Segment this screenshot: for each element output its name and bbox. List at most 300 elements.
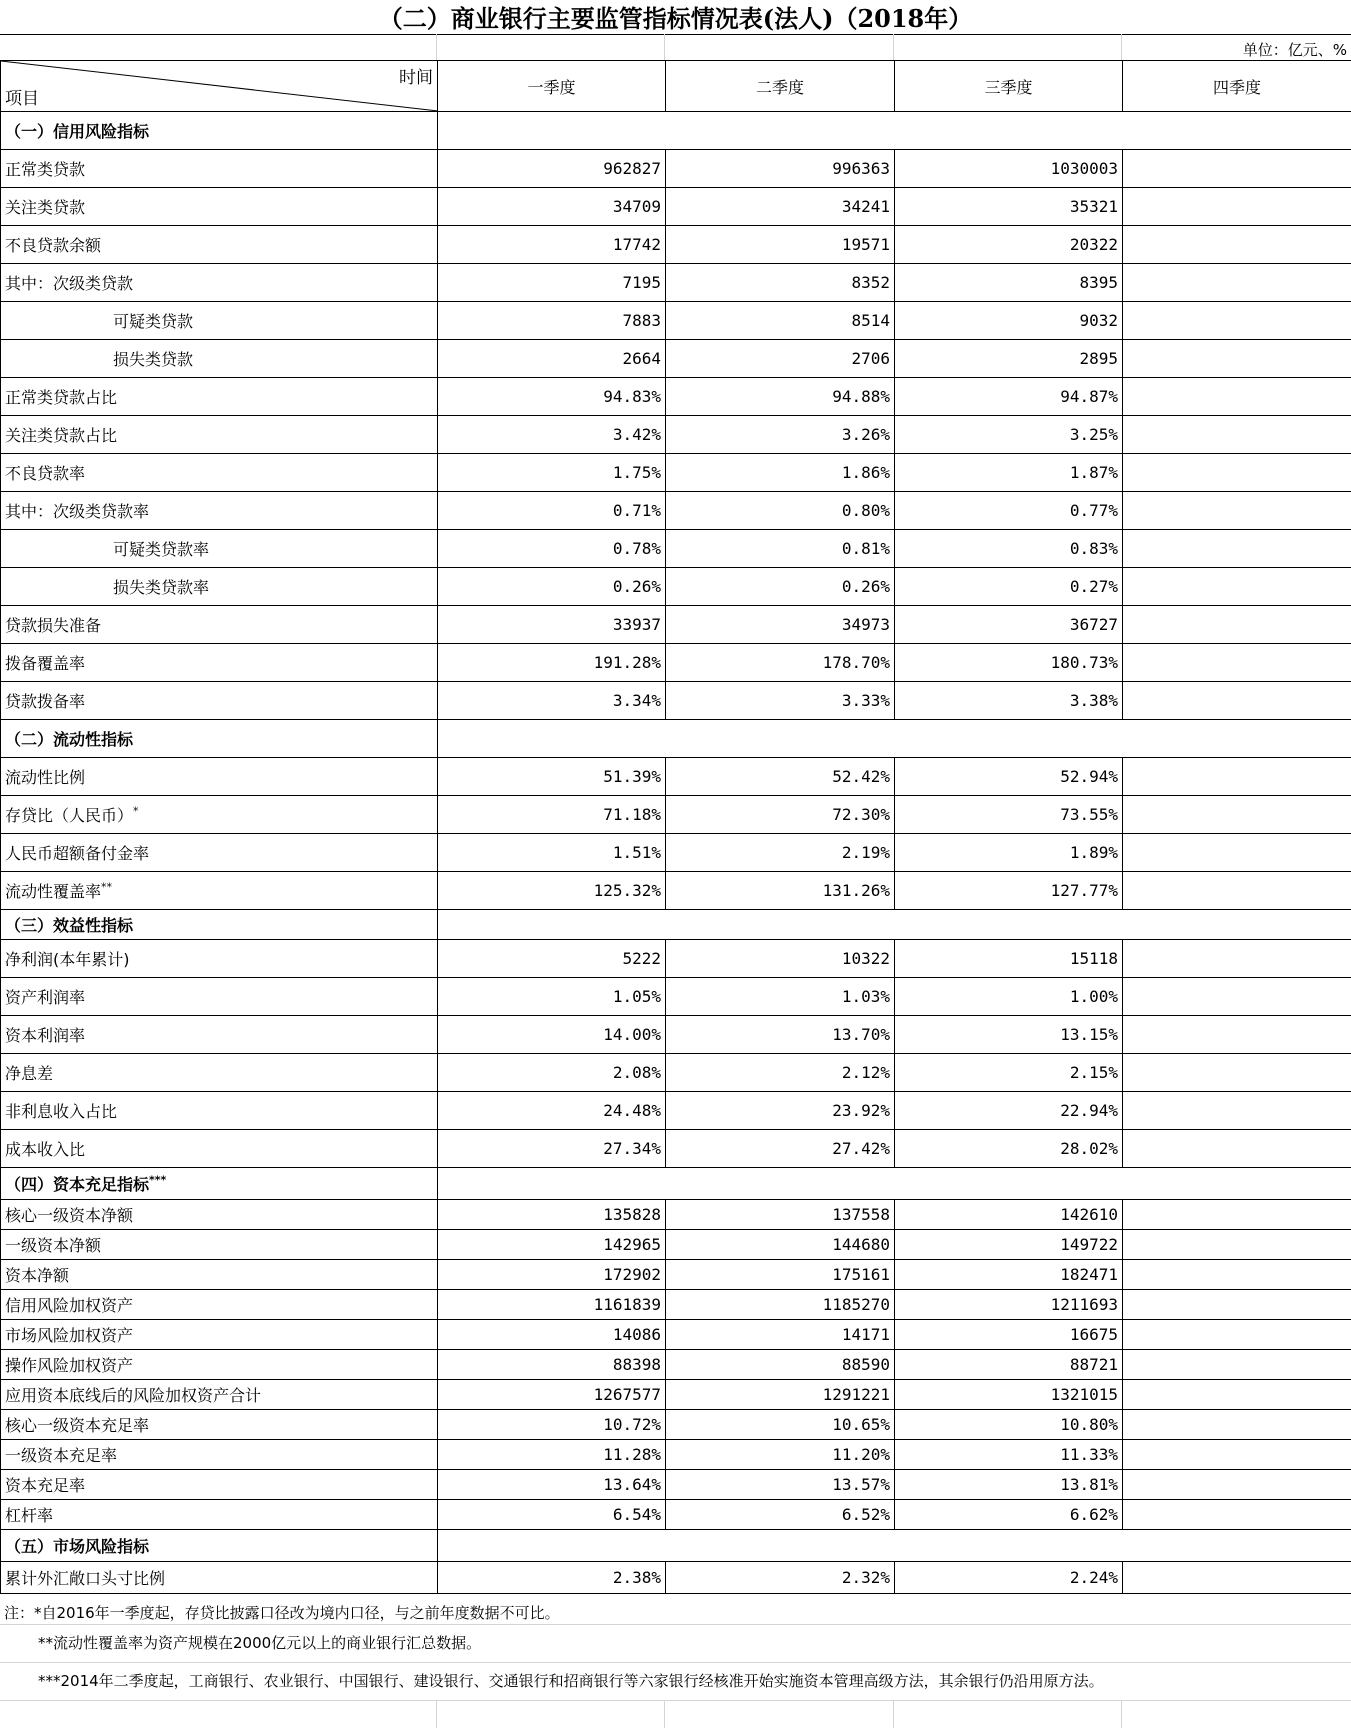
value-cell-q4 bbox=[1123, 1350, 1351, 1380]
row-label bbox=[1, 796, 438, 834]
table-row bbox=[1, 1380, 1351, 1410]
value-cell-q2: 1.86% bbox=[666, 454, 895, 492]
value-cell-q3: 73.55% bbox=[895, 796, 1123, 834]
value-cell-q3: 16675 bbox=[895, 1320, 1123, 1350]
value-cell-q4 bbox=[1123, 378, 1351, 416]
value-cell-q1: 2.38% bbox=[438, 1562, 666, 1594]
row-label bbox=[1, 1320, 438, 1350]
row-label bbox=[1, 940, 438, 978]
row-label bbox=[1, 834, 438, 872]
row-label-text: 正常类贷款 bbox=[5, 160, 86, 179]
section-blank-cell bbox=[438, 1530, 1351, 1562]
value-cell-q3: 22.94% bbox=[895, 1092, 1123, 1130]
footnote-mark: ** bbox=[101, 880, 113, 894]
row-label-text: 市场风险加权资产 bbox=[5, 1326, 134, 1345]
value-cell-q1: 71.18% bbox=[438, 796, 666, 834]
row-label bbox=[1, 1380, 438, 1410]
value-cell-q1: 24.48% bbox=[438, 1092, 666, 1130]
diagonal-line bbox=[1, 61, 438, 111]
row-label-text: 应用资本底线后的风险加权资产合计 bbox=[5, 1386, 262, 1405]
table-row bbox=[1, 416, 1351, 454]
value-cell-q4 bbox=[1123, 940, 1351, 978]
value-cell-q3: 8395 bbox=[895, 264, 1123, 302]
row-label bbox=[1, 454, 438, 492]
value-cell-q1: 0.26% bbox=[438, 568, 666, 606]
value-cell-q1: 2.08% bbox=[438, 1054, 666, 1092]
value-cell-q2: 1185270 bbox=[666, 1290, 895, 1320]
grid-line bbox=[664, 1700, 665, 1728]
value-cell-q4 bbox=[1123, 1410, 1351, 1440]
column-header-q1: 一季度 bbox=[438, 61, 666, 112]
value-cell-q4 bbox=[1123, 492, 1351, 530]
value-cell-q3: 1211693 bbox=[895, 1290, 1123, 1320]
value-cell-q2: 10.65% bbox=[666, 1410, 895, 1440]
column-header-q3: 三季度 bbox=[895, 61, 1123, 112]
value-cell-q4 bbox=[1123, 1260, 1351, 1290]
value-cell-q3: 15118 bbox=[895, 940, 1123, 978]
row-label bbox=[1, 568, 438, 606]
value-cell-q3: 1.89% bbox=[895, 834, 1123, 872]
value-cell-q3: 1.00% bbox=[895, 978, 1123, 1016]
row-label bbox=[1, 1092, 438, 1130]
row-label bbox=[1, 302, 438, 340]
footnote-mark: *** bbox=[149, 1173, 167, 1187]
row-label-text: 不良贷款率 bbox=[5, 464, 86, 483]
row-label-text: 非利息收入占比 bbox=[5, 1102, 118, 1121]
table-row bbox=[1, 1092, 1351, 1130]
section-row bbox=[1, 112, 1351, 150]
row-label bbox=[1, 1350, 438, 1380]
value-cell-q3: 0.77% bbox=[895, 492, 1123, 530]
row-label-text: 成本收入比 bbox=[5, 1140, 86, 1159]
value-cell-q1: 1.51% bbox=[438, 834, 666, 872]
row-label-text: 流动性比例 bbox=[5, 768, 86, 787]
row-label-text: 正常类贷款占比 bbox=[5, 388, 118, 407]
row-label-text: 累计外汇敞口头寸比例 bbox=[5, 1569, 166, 1588]
value-cell-q2: 6.52% bbox=[666, 1500, 895, 1530]
value-cell-q2: 23.92% bbox=[666, 1092, 895, 1130]
row-label bbox=[1, 378, 438, 416]
value-cell-q4 bbox=[1123, 644, 1351, 682]
value-cell-q4 bbox=[1123, 530, 1351, 568]
table-row bbox=[1, 1200, 1351, 1230]
table-row bbox=[1, 872, 1351, 910]
table-row bbox=[1, 302, 1351, 340]
row-label bbox=[1, 758, 438, 796]
grid-line bbox=[1121, 34, 1122, 60]
row-label-text: 损失类贷款 bbox=[113, 350, 194, 369]
value-cell-q1: 0.71% bbox=[438, 492, 666, 530]
value-cell-q3: 127.77% bbox=[895, 872, 1123, 910]
value-cell-q3: 3.25% bbox=[895, 416, 1123, 454]
value-cell-q1: 11.28% bbox=[438, 1440, 666, 1470]
note-row bbox=[0, 1624, 1351, 1663]
table-row bbox=[1, 606, 1351, 644]
value-cell-q2: 88590 bbox=[666, 1350, 895, 1380]
header-item-label: 项目 bbox=[5, 89, 39, 109]
row-label-text: 净息差 bbox=[5, 1064, 54, 1083]
row-label bbox=[1, 530, 438, 568]
row-label bbox=[1, 188, 438, 226]
value-cell-q1: 34709 bbox=[438, 188, 666, 226]
header-time-label: 时间 bbox=[399, 68, 433, 88]
section-title bbox=[1, 1168, 438, 1200]
row-label-text: 杠杆率 bbox=[5, 1506, 54, 1525]
value-cell-q1: 17742 bbox=[438, 226, 666, 264]
grid-line bbox=[893, 1700, 894, 1728]
value-cell-q2: 178.70% bbox=[666, 644, 895, 682]
value-cell-q1: 191.28% bbox=[438, 644, 666, 682]
value-cell-q1: 0.78% bbox=[438, 530, 666, 568]
header-row bbox=[1, 61, 1351, 112]
value-cell-q1: 962827 bbox=[438, 150, 666, 188]
value-cell-q1: 1267577 bbox=[438, 1380, 666, 1410]
row-label bbox=[1, 1470, 438, 1500]
value-cell-q2: 137558 bbox=[666, 1200, 895, 1230]
value-cell-q1: 5222 bbox=[438, 940, 666, 978]
grid-line bbox=[664, 34, 665, 60]
value-cell-q4 bbox=[1123, 796, 1351, 834]
row-label bbox=[1, 1200, 438, 1230]
value-cell-q3: 3.38% bbox=[895, 682, 1123, 720]
column-header-q2: 二季度 bbox=[666, 61, 895, 112]
value-cell-q1: 7195 bbox=[438, 264, 666, 302]
diagonal-header-cell bbox=[1, 61, 438, 112]
row-label-text: 流动性覆盖率 bbox=[5, 882, 102, 901]
row-label bbox=[1, 1054, 438, 1092]
value-cell-q2: 0.81% bbox=[666, 530, 895, 568]
note-text: **流动性覆盖率为资产规模在2000亿元以上的商业银行汇总数据。 bbox=[38, 1634, 482, 1652]
value-cell-q2: 131.26% bbox=[666, 872, 895, 910]
value-cell-q4 bbox=[1123, 1130, 1351, 1168]
value-cell-q1: 135828 bbox=[438, 1200, 666, 1230]
table-row bbox=[1, 1562, 1351, 1594]
value-cell-q1: 10.72% bbox=[438, 1410, 666, 1440]
value-cell-q1: 7883 bbox=[438, 302, 666, 340]
section-row bbox=[1, 1530, 1351, 1562]
table-row bbox=[1, 568, 1351, 606]
row-label-text: 可疑类贷款 bbox=[113, 312, 194, 331]
section-title-text: （五）市场风险指标 bbox=[5, 1537, 150, 1556]
value-cell-q1: 172902 bbox=[438, 1260, 666, 1290]
row-label bbox=[1, 1130, 438, 1168]
row-label bbox=[1, 416, 438, 454]
row-label bbox=[1, 492, 438, 530]
value-cell-q2: 27.42% bbox=[666, 1130, 895, 1168]
row-label bbox=[1, 1440, 438, 1470]
value-cell-q2: 10322 bbox=[666, 940, 895, 978]
table-row bbox=[1, 758, 1351, 796]
value-cell-q4 bbox=[1123, 1200, 1351, 1230]
row-label bbox=[1, 1016, 438, 1054]
grid-line bbox=[436, 1700, 437, 1728]
value-cell-q4 bbox=[1123, 1380, 1351, 1410]
row-label bbox=[1, 606, 438, 644]
value-cell-q3: 20322 bbox=[895, 226, 1123, 264]
value-cell-q4 bbox=[1123, 454, 1351, 492]
note-text: 注：*自2016年一季度起，存贷比披露口径改为境内口径，与之前年度数据不可比。 bbox=[4, 1604, 560, 1622]
table-row bbox=[1, 978, 1351, 1016]
row-label bbox=[1, 1260, 438, 1290]
value-cell-q2: 175161 bbox=[666, 1260, 895, 1290]
row-label-text: 不良贷款余额 bbox=[5, 236, 102, 255]
value-cell-q1: 1.75% bbox=[438, 454, 666, 492]
note-row bbox=[0, 1662, 1351, 1701]
value-cell-q2: 13.70% bbox=[666, 1016, 895, 1054]
section-row bbox=[1, 720, 1351, 758]
value-cell-q1: 1.05% bbox=[438, 978, 666, 1016]
value-cell-q1: 33937 bbox=[438, 606, 666, 644]
value-cell-q3: 2.24% bbox=[895, 1562, 1123, 1594]
value-cell-q4 bbox=[1123, 758, 1351, 796]
row-label bbox=[1, 340, 438, 378]
value-cell-q2: 3.33% bbox=[666, 682, 895, 720]
table-row bbox=[1, 492, 1351, 530]
row-label bbox=[1, 978, 438, 1016]
section-blank-cell bbox=[438, 112, 1351, 150]
value-cell-q2: 8514 bbox=[666, 302, 895, 340]
row-label-text: 操作风险加权资产 bbox=[5, 1356, 134, 1375]
row-label bbox=[1, 872, 438, 910]
section-title-text: （三）效益性指标 bbox=[5, 916, 134, 935]
value-cell-q1: 27.34% bbox=[438, 1130, 666, 1168]
grid-line bbox=[436, 34, 437, 60]
value-cell-q2: 52.42% bbox=[666, 758, 895, 796]
table-row bbox=[1, 188, 1351, 226]
value-cell-q4 bbox=[1123, 340, 1351, 378]
table-row bbox=[1, 150, 1351, 188]
row-label-text: 核心一级资本净额 bbox=[5, 1206, 134, 1225]
value-cell-q2: 19571 bbox=[666, 226, 895, 264]
value-cell-q3: 2.15% bbox=[895, 1054, 1123, 1092]
value-cell-q1: 51.39% bbox=[438, 758, 666, 796]
row-label bbox=[1, 644, 438, 682]
row-label-text: 贷款拨备率 bbox=[5, 692, 86, 711]
value-cell-q2: 144680 bbox=[666, 1230, 895, 1260]
table-row bbox=[1, 264, 1351, 302]
value-cell-q3: 35321 bbox=[895, 188, 1123, 226]
table-row bbox=[1, 340, 1351, 378]
value-cell-q2: 0.80% bbox=[666, 492, 895, 530]
section-title-text: （四）资本充足指标 bbox=[5, 1175, 150, 1194]
value-cell-q4 bbox=[1123, 1320, 1351, 1350]
value-cell-q2: 94.88% bbox=[666, 378, 895, 416]
value-cell-q4 bbox=[1123, 872, 1351, 910]
section-row bbox=[1, 1168, 1351, 1200]
table-row bbox=[1, 940, 1351, 978]
unit-label: 单位：亿元、% bbox=[1242, 41, 1347, 59]
section-title bbox=[1, 720, 438, 758]
row-label bbox=[1, 1290, 438, 1320]
value-cell-q2: 8352 bbox=[666, 264, 895, 302]
row-label bbox=[1, 264, 438, 302]
section-blank-cell bbox=[438, 720, 1351, 758]
grid-line bbox=[1121, 1700, 1122, 1728]
grid-line bbox=[893, 34, 894, 60]
row-label-text: 资本净额 bbox=[5, 1266, 70, 1285]
value-cell-q4 bbox=[1123, 416, 1351, 454]
row-label-text: 资本利润率 bbox=[5, 1026, 86, 1045]
row-label-text: 关注类贷款占比 bbox=[5, 426, 118, 445]
footnote-mark: * bbox=[133, 804, 139, 818]
row-label bbox=[1, 150, 438, 188]
value-cell-q3: 11.33% bbox=[895, 1440, 1123, 1470]
value-cell-q3: 9032 bbox=[895, 302, 1123, 340]
value-cell-q2: 34973 bbox=[666, 606, 895, 644]
value-cell-q3: 94.87% bbox=[895, 378, 1123, 416]
note-row bbox=[0, 1594, 1351, 1625]
value-cell-q3: 13.81% bbox=[895, 1470, 1123, 1500]
value-cell-q2: 2.19% bbox=[666, 834, 895, 872]
row-label-text: 拨备覆盖率 bbox=[5, 654, 86, 673]
table-row bbox=[1, 834, 1351, 872]
value-cell-q1: 13.64% bbox=[438, 1470, 666, 1500]
row-label bbox=[1, 682, 438, 720]
indicator-table bbox=[0, 60, 1351, 1594]
value-cell-q3: 182471 bbox=[895, 1260, 1123, 1290]
row-label-text: 人民币超额备付金率 bbox=[5, 844, 150, 863]
table-row bbox=[1, 1230, 1351, 1260]
value-cell-q4 bbox=[1123, 188, 1351, 226]
table-row bbox=[1, 1260, 1351, 1290]
value-cell-q3: 142610 bbox=[895, 1200, 1123, 1230]
value-cell-q3: 1321015 bbox=[895, 1380, 1123, 1410]
value-cell-q4 bbox=[1123, 978, 1351, 1016]
row-label bbox=[1, 1410, 438, 1440]
table-row bbox=[1, 1470, 1351, 1500]
section-blank-cell bbox=[438, 1168, 1351, 1200]
value-cell-q1: 94.83% bbox=[438, 378, 666, 416]
row-label-text: 资本充足率 bbox=[5, 1476, 86, 1495]
section-title bbox=[1, 1530, 438, 1562]
value-cell-q3: 52.94% bbox=[895, 758, 1123, 796]
row-label-text: 资产利润率 bbox=[5, 988, 86, 1007]
value-cell-q3: 6.62% bbox=[895, 1500, 1123, 1530]
value-cell-q1: 14.00% bbox=[438, 1016, 666, 1054]
value-cell-q4 bbox=[1123, 150, 1351, 188]
table-row bbox=[1, 1440, 1351, 1470]
note-text: ***2014年二季度起，工商银行、农业银行、中国银行、建设银行、交通银行和招商银行等六家银行经核准开始实施资本管理高级方法，其余银行仍沿用原方法。 bbox=[38, 1672, 1104, 1690]
table-row bbox=[1, 1016, 1351, 1054]
section-row bbox=[1, 910, 1351, 940]
value-cell-q2: 14171 bbox=[666, 1320, 895, 1350]
section-title-text: （二）流动性指标 bbox=[5, 730, 134, 749]
value-cell-q4 bbox=[1123, 1290, 1351, 1320]
row-label-text: 可疑类贷款率 bbox=[113, 540, 210, 559]
value-cell-q1: 2664 bbox=[438, 340, 666, 378]
value-cell-q2: 1291221 bbox=[666, 1380, 895, 1410]
value-cell-q3: 2895 bbox=[895, 340, 1123, 378]
page-title: （二）商业银行主要监管指标情况表(法人)（2018年） bbox=[378, 4, 973, 33]
value-cell-q4 bbox=[1123, 834, 1351, 872]
value-cell-q3: 88721 bbox=[895, 1350, 1123, 1380]
value-cell-q4 bbox=[1123, 264, 1351, 302]
row-label-text: 核心一级资本充足率 bbox=[5, 1416, 150, 1435]
unit-row bbox=[0, 34, 1351, 61]
value-cell-q3: 28.02% bbox=[895, 1130, 1123, 1168]
value-cell-q2: 2.12% bbox=[666, 1054, 895, 1092]
row-label-text: 关注类贷款 bbox=[5, 198, 86, 217]
value-cell-q4 bbox=[1123, 1440, 1351, 1470]
value-cell-q1: 142965 bbox=[438, 1230, 666, 1260]
value-cell-q2: 13.57% bbox=[666, 1470, 895, 1500]
table-row bbox=[1, 226, 1351, 264]
column-header-q4: 四季度 bbox=[1123, 61, 1351, 112]
row-label-text: 信用风险加权资产 bbox=[5, 1296, 134, 1315]
value-cell-q4 bbox=[1123, 1230, 1351, 1260]
value-cell-q4 bbox=[1123, 226, 1351, 264]
value-cell-q3: 36727 bbox=[895, 606, 1123, 644]
value-cell-q3: 13.15% bbox=[895, 1016, 1123, 1054]
value-cell-q3: 149722 bbox=[895, 1230, 1123, 1260]
value-cell-q4 bbox=[1123, 682, 1351, 720]
table-row bbox=[1, 530, 1351, 568]
table-row bbox=[1, 454, 1351, 492]
value-cell-q3: 0.27% bbox=[895, 568, 1123, 606]
section-title bbox=[1, 112, 438, 150]
table-row bbox=[1, 1054, 1351, 1092]
value-cell-q3: 180.73% bbox=[895, 644, 1123, 682]
value-cell-q4 bbox=[1123, 568, 1351, 606]
row-label bbox=[1, 226, 438, 264]
table-row bbox=[1, 1130, 1351, 1168]
value-cell-q4 bbox=[1123, 1054, 1351, 1092]
value-cell-q1: 3.34% bbox=[438, 682, 666, 720]
section-title bbox=[1, 910, 438, 940]
table-row bbox=[1, 644, 1351, 682]
value-cell-q3: 1030003 bbox=[895, 150, 1123, 188]
value-cell-q4 bbox=[1123, 302, 1351, 340]
value-cell-q2: 1.03% bbox=[666, 978, 895, 1016]
table-row bbox=[1, 1350, 1351, 1380]
value-cell-q2: 3.26% bbox=[666, 416, 895, 454]
value-cell-q2: 11.20% bbox=[666, 1440, 895, 1470]
row-label bbox=[1, 1500, 438, 1530]
value-cell-q2: 996363 bbox=[666, 150, 895, 188]
row-label-text: 其中：次级类贷款 bbox=[5, 274, 134, 293]
value-cell-q4 bbox=[1123, 606, 1351, 644]
row-label-text: 存贷比（人民币） bbox=[5, 806, 134, 825]
value-cell-q1: 1161839 bbox=[438, 1290, 666, 1320]
value-cell-q1: 3.42% bbox=[438, 416, 666, 454]
value-cell-q4 bbox=[1123, 1500, 1351, 1530]
table-row bbox=[1, 378, 1351, 416]
value-cell-q2: 2.32% bbox=[666, 1562, 895, 1594]
value-cell-q3: 10.80% bbox=[895, 1410, 1123, 1440]
value-cell-q3: 0.83% bbox=[895, 530, 1123, 568]
table-row bbox=[1, 1320, 1351, 1350]
table-row bbox=[1, 682, 1351, 720]
row-label-text: 一级资本充足率 bbox=[5, 1446, 118, 1465]
section-blank-cell bbox=[438, 910, 1351, 940]
row-label-text: 净利润(本年累计) bbox=[5, 950, 130, 969]
value-cell-q2: 72.30% bbox=[666, 796, 895, 834]
value-cell-q2: 0.26% bbox=[666, 568, 895, 606]
value-cell-q1: 125.32% bbox=[438, 872, 666, 910]
value-cell-q4 bbox=[1123, 1470, 1351, 1500]
row-label bbox=[1, 1562, 438, 1594]
value-cell-q4 bbox=[1123, 1016, 1351, 1054]
row-label-text: 贷款损失准备 bbox=[5, 616, 102, 635]
value-cell-q3: 1.87% bbox=[895, 454, 1123, 492]
row-label-text: 一级资本净额 bbox=[5, 1236, 102, 1255]
table-row bbox=[1, 1290, 1351, 1320]
value-cell-q4 bbox=[1123, 1092, 1351, 1130]
table-row bbox=[1, 1500, 1351, 1530]
row-label bbox=[1, 1230, 438, 1260]
value-cell-q1: 88398 bbox=[438, 1350, 666, 1380]
value-cell-q1: 6.54% bbox=[438, 1500, 666, 1530]
